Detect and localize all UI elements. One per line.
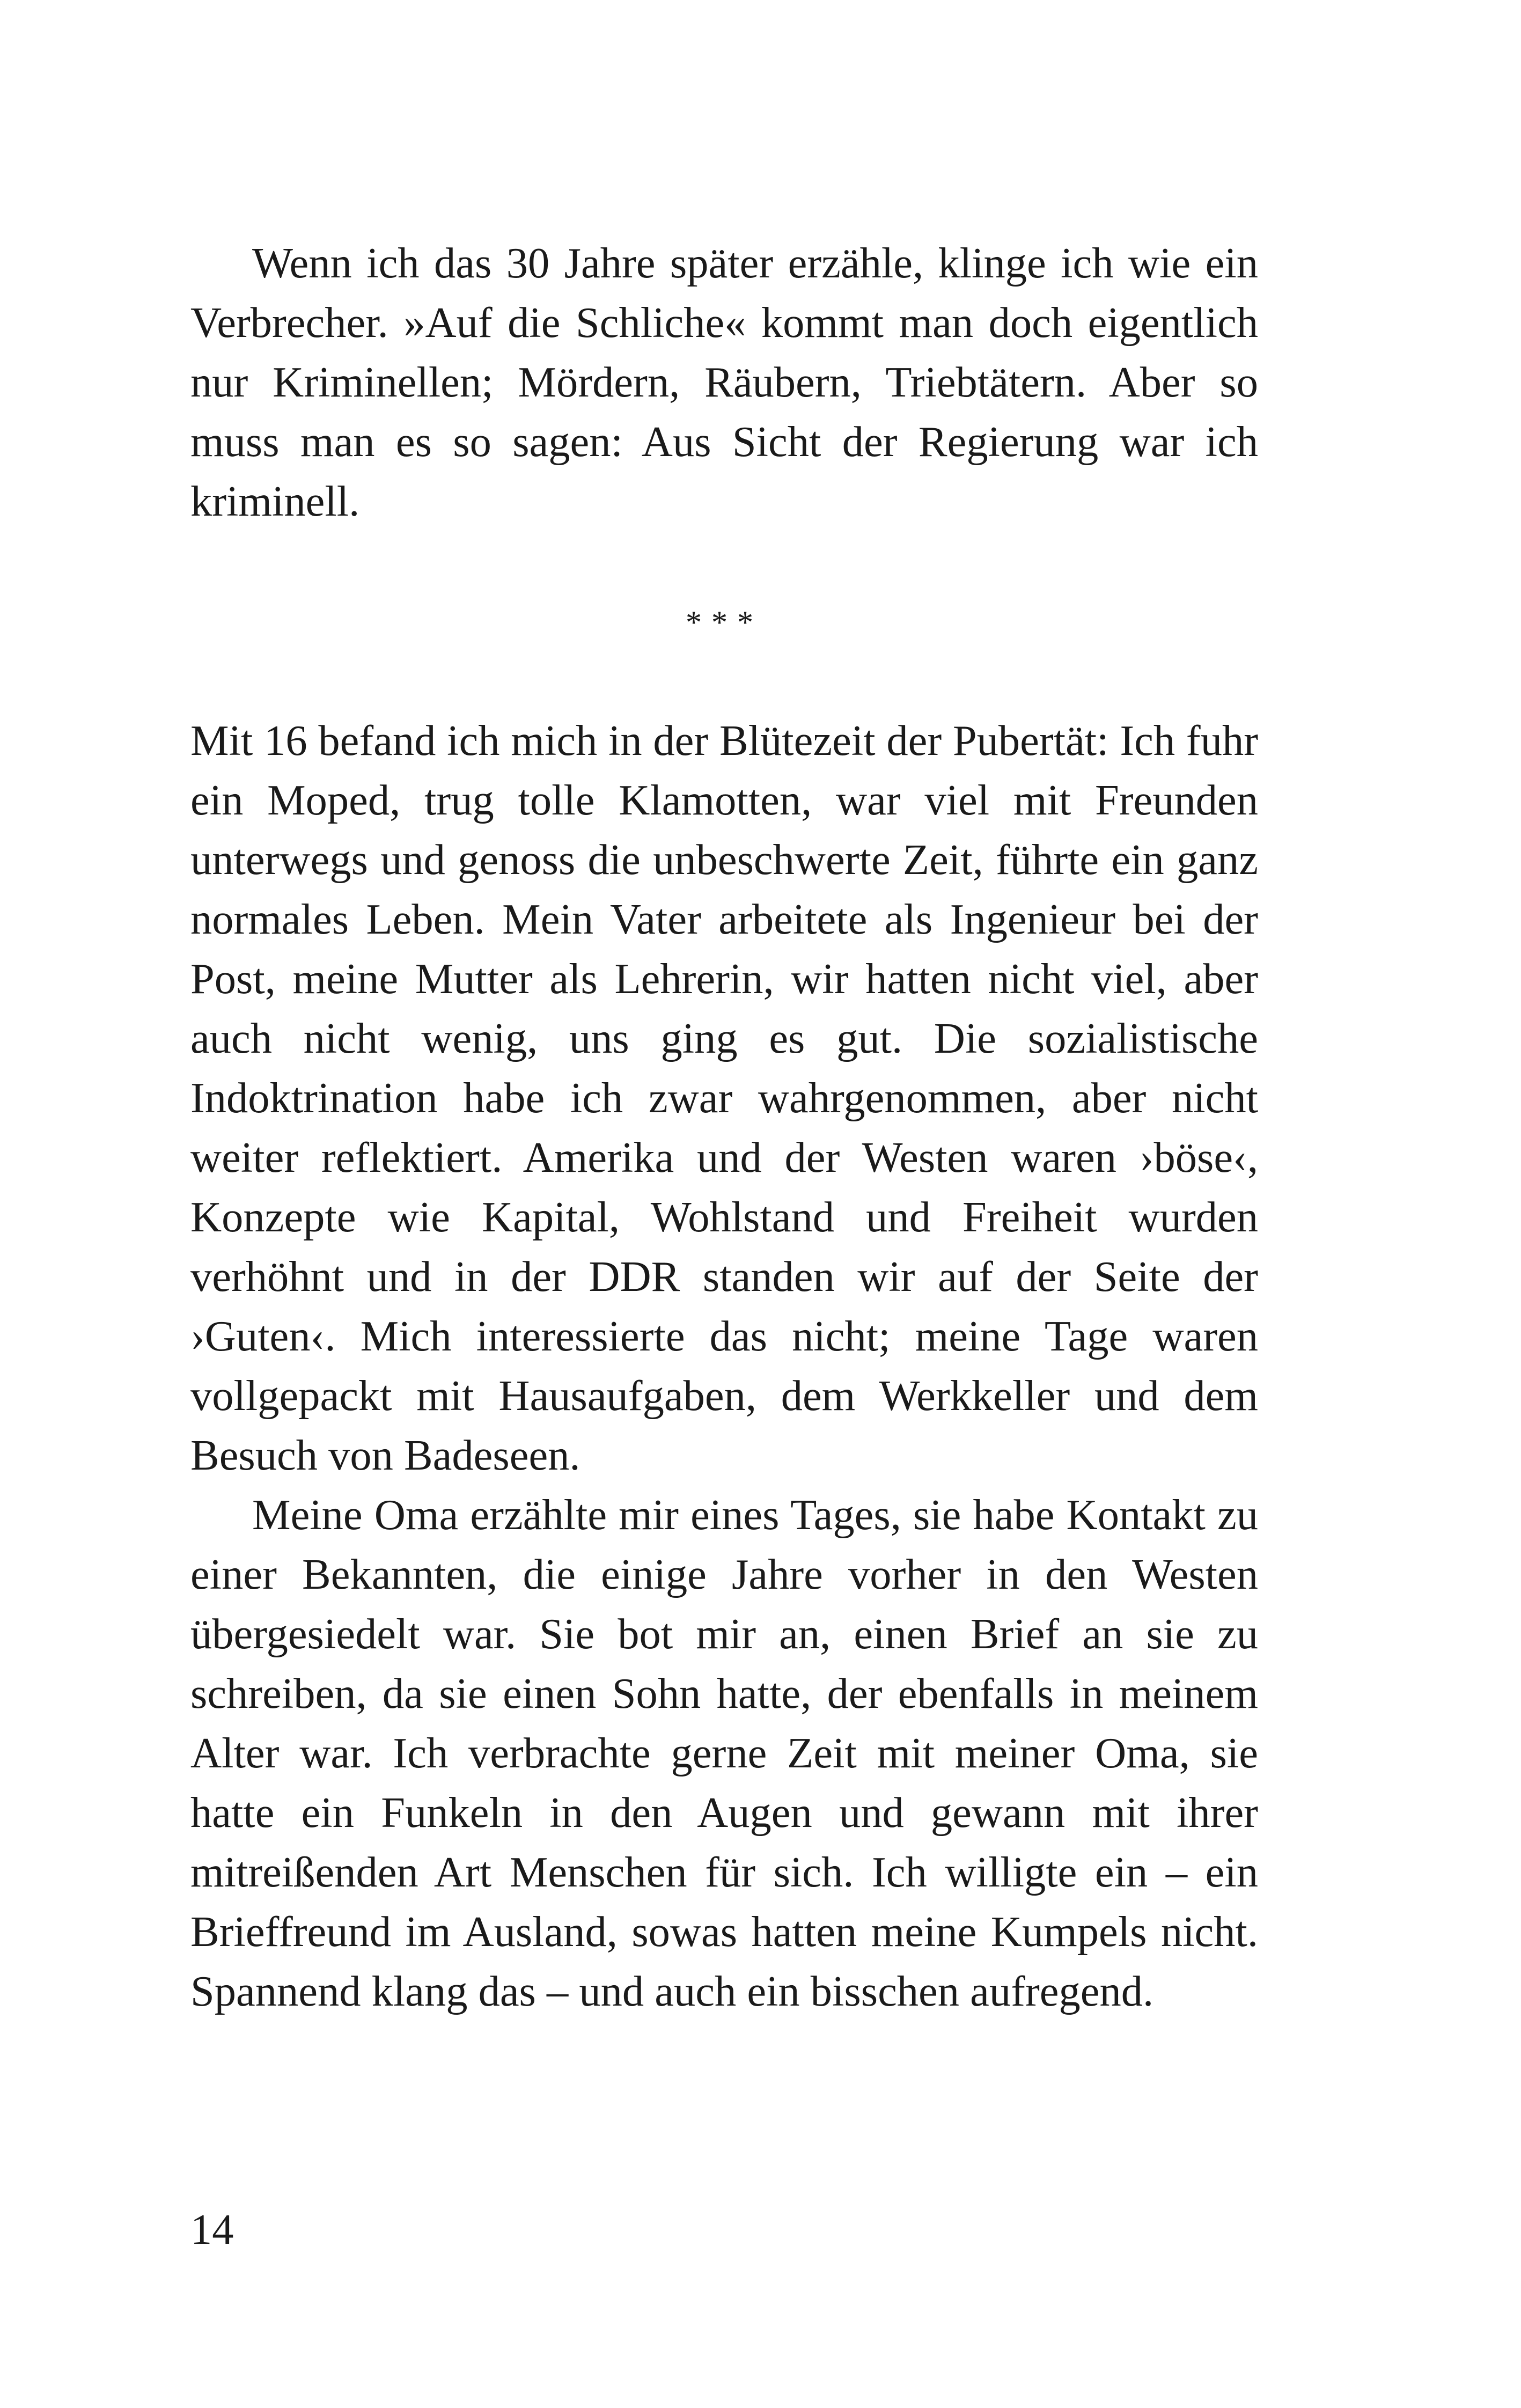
page-number: 14	[190, 2206, 234, 2253]
text-section-bottom	[190, 711, 1258, 2021]
paragraph: Mit 16 befand ich mich in der Blütezeit der Pubertät: Ich fuhr ein Moped, trug tolle Klamotten, war viel mit Freunden unterwegs und genoss die unbeschwerte Zeit, führte ein ganz normales Leben. Mein Vater arbeitete als Ingenieur bei der Post, meine Mutter als Lehrerin, wir hatten nicht viel, aber auch nicht wenig, uns ging es gut. Die sozialistische Indoktrination habe ich zwar wahrgenommen, aber nicht weiter reflektiert. Amerika und der Westen waren ›böse‹, Konzepte wie Kapital, Wohlstand und Freiheit wurden verhöhnt und in der DDR standen wir auf der Seite der ›Guten‹. Mich interessierte das nicht; meine Tage waren vollgepackt mit Hausaufgaben, dem Werkkeller und dem Besuch von Badeseen.	[190, 717, 1258, 1479]
section-separator: ***	[686, 605, 763, 640]
paragraph: Wenn ich das 30 Jahre später erzähle, klinge ich wie ein Verbrecher. »Auf die Schliche« kommt man doch eigentlich nur Kriminellen; Mördern, Räubern, Triebtätern. Aber so muss man es so sagen: Aus Sicht der Regierung war ich kriminell.	[190, 239, 1258, 525]
paragraph: Meine Oma erzählte mir eines Tages, sie habe Kontakt zu einer Bekannten, die einige Jahre vorher in den Westen übergesiedelt war. Sie bot mir an, einen Brief an sie zu schreiben, da sie einen Sohn hatte, der ebenfalls in meinem Alter war. Ich verbrachte gerne Zeit mit meiner Oma, sie hatte ein Funkeln in den Augen und gewann mit ihrer mitreißenden Art Menschen für sich. Ich willigte ein – ein Brieffreund im Ausland, sowas hatten meine Kumpels nicht. Spannend klang das – und auch ein bisschen aufregend.	[190, 1491, 1258, 2015]
text-section-top	[190, 233, 1258, 531]
